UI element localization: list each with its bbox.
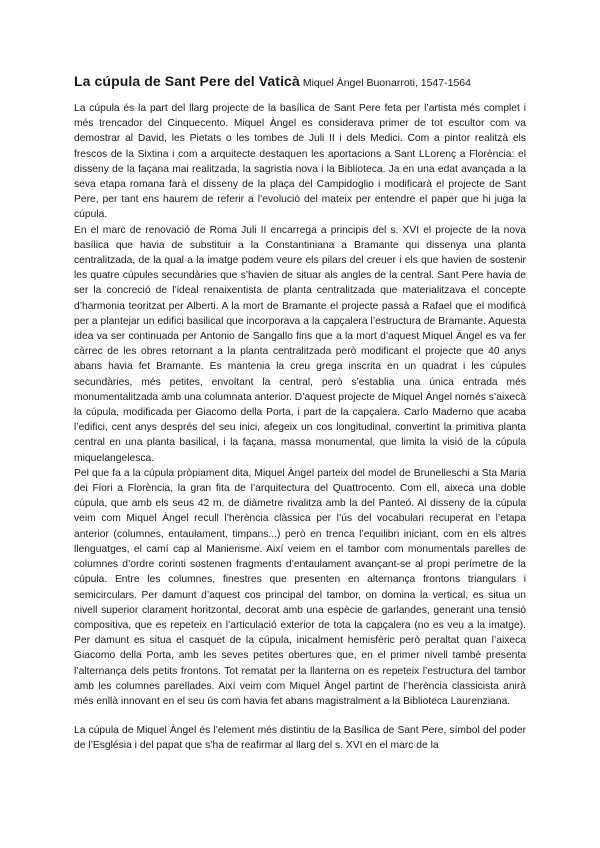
document-title: La cúpula de Sant Pere del Vaticà	[74, 73, 300, 89]
paragraph-history: En el marc de renovació de Roma Juli II encarrega a principis del s. XVI el projecte de la nova basílica que havia de substituir a la Constantiniana a Bramante qui dissenya una planta centralitzada, de la qual a la imatge podem veure els pilars del creuer i els que havien de sostenir les quatre cúpules secundàries que s’havien de situar als angles de la central. Sant Pere havia de ser la concreció de l’ideal renaixentista de planta centralitzada que materialitzava el concepte d’harmonia teoritzat per Alberti. A la mort de Bramante el projecte passà a Rafael que el modificà per a plantejar un edifici basilical que incorporava a la capçalera l’estructura de Bramante. Aquesta idea va ser continuada per Antonio de Sangallo fins que a la mort d’aquest Miquel Àngel es va fer càrrec de les obres retornant a la planta centralitzada però modificant el projecte que 40 anys abans havia fet Bramante. Es mantenia la creu grega inscrita en un quadrat i les cúpules secundàries, més petites, envoltant la central, però s’establia una única entrada més monumentalitzada amb una columnata anterior. D’aquest projecte de Miquel Àngel només s’aixecà la cúpula, modificada per Giacomo della Porta, i part de la capçalera. Carlo Maderno que acaba l’edifici, cent anys després del seu inici, afegeix un cos longitudinal, convertint la primitiva planta central en una planta basilical, i la façana, massa monumental, que limita la visió de la cúpula miquelangelesca.	[74, 224, 526, 464]
body-text	[74, 101, 526, 754]
paragraph-dome: Pel que fa a la cúpula pròpiament dita, Miquel Àngel parteix del model de Brunelleschi a Sta Maria dei Fiori a Florència, la gran fita de l’arquitectura del Quattrocento. Com ell, aixeca una doble cúpula, que amb els seus 42 m. de diàmetre rivalitza amb la del Panteó. Al disseny de la cúpula veim com Miquel Àngel recull l’herència clàssica per l’ús del vocabulari recuperat en l’etapa anterior (columnes, entaulament, timpans...) però en trenca l’equilibri iniciant, com en els altres llenguatges, el camí cap al Manierisme. Així veiem en el tambor com monumentals parelles de columnes d’ordre corinti sostenen fragments d’entaulament avançant-se al propi perímetre de la cúpula. Entre les columnes, finestres que presenten en alternança frontons triangulars i semicirculars. Per damunt d’aquest cos principal del tambor, on domina la vertical, es situa un nivell superior clarament horitzontal, decorat amb una espècie de garlandes, generant una tensió compositiva, que es repeteix en l’articulació exterior de tota la capçalera (no es veu a la imatge). Per damunt es situa el casquet de la cúpula, inicalment hemisfèric però peraltat quan l’aixeca Giacomo della Porta, amb les seves petites obertures que, en el primer nivell també presenta l’alternança dels petits frontons. Tot rematat per la llanterna on es repeteix l’estructura del tambor amb les columnes parellades. Així veim com Miquel Àngel partint de l’herència classicista anirà més enllà innovant en el seu ús com havia fet abans magistralment a la Biblioteca Laurenziana.	[74, 467, 526, 707]
paragraph-conclusion: La cúpula de Miquel Àngel és l’element més distintiu de la Basílica de Sant Pere, símbol del poder de l’Església i del papat que s’ha de reafirmar al llarg del s. XVI en el marc de la	[74, 725, 526, 752]
title-line	[74, 73, 534, 91]
paragraph-intro: La cúpula és la part del llarg projecte de la basílica de Sant Pere feta per l’artista més complet i més trencador del Cinquecento. Miquel Àngel es considerava primer de tot escultor com va demostrar al David, les Pietats o les tombes de Juli II i dels Medici. Com a pintor realitzà els frescos de la Sixtina i com a arquitecte destaquen les aportacions a Sant LLorenç a Florència: el disseny de la façana mai realitzada, la sagristia nova i la Biblioteca. Ja en una edat avançada a la seva etapa romana farà el disseny de la plaça del Campidoglio i modificarà el projecte de Sant Pere, per tant ens haurem de referir a l’evolució del mateix per entendre el paper que hi juga la cúpula.	[74, 103, 526, 221]
document-subtitle: Miquel Àngel Buonarroti, 1547-1564	[302, 77, 471, 89]
